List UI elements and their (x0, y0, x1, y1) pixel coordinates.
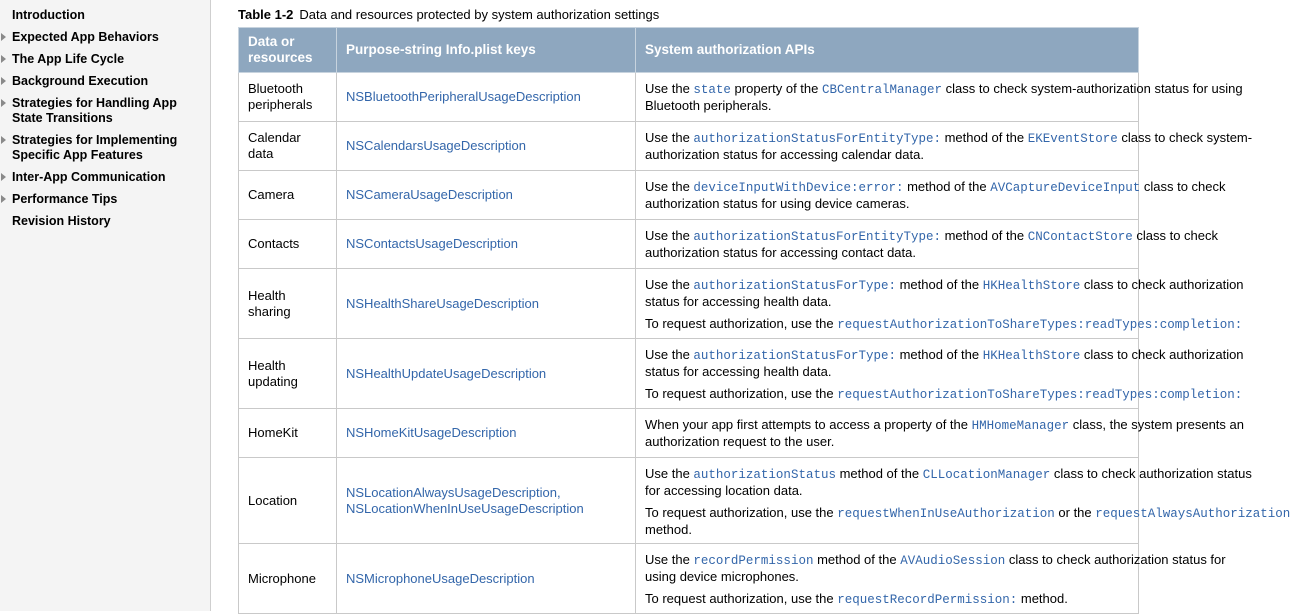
sidebar-item-label: Inter-App Communication (12, 170, 166, 184)
api-text: Bluetooth peripherals. (645, 98, 772, 113)
sidebar-item-label: Performance Tips (12, 192, 118, 206)
api-text: Use the (645, 552, 694, 567)
api-symbol-link[interactable]: requestAuthorizationToShareTypes:readTypes:completion: (837, 388, 1243, 402)
api-text: Use the (645, 228, 694, 243)
api-text: class to check system- (1117, 130, 1253, 145)
api-text: method. (645, 522, 692, 537)
api-text: class to check authorization (1080, 347, 1244, 362)
disclosure-triangle-icon[interactable] (1, 99, 6, 107)
api-description-line (645, 364, 1129, 380)
api-text: To request authorization, use the (645, 316, 838, 331)
api-description-cell (636, 122, 1253, 171)
api-text: Use the (645, 466, 694, 481)
api-text: class to check (1140, 179, 1226, 194)
api-text: Use the (645, 179, 694, 194)
sidebar-item-label: Introduction (12, 8, 85, 22)
api-symbol-link[interactable]: HMHomeManager (971, 419, 1070, 433)
header-apis: System authorization APIs (636, 28, 1139, 73)
api-symbol-link[interactable]: state (693, 83, 731, 97)
plist-key-link[interactable]: NSHomeKitUsageDescription (337, 409, 636, 458)
plist-key-link[interactable]: NSLocationAlwaysUsageDescription, NSLocationWhenInUseUsageDescription (337, 458, 636, 544)
api-text: method of the (940, 130, 1028, 145)
plist-key-link[interactable]: NSContactsUsageDescription (337, 220, 636, 269)
api-text: method of the (940, 228, 1028, 243)
api-text: method. (1017, 591, 1068, 606)
api-description-line (645, 417, 1244, 434)
api-description-line (645, 434, 1129, 450)
api-text: method of the (835, 466, 923, 481)
api-description-cell (636, 544, 1226, 614)
api-symbol-link[interactable]: authorizationStatus (693, 468, 836, 482)
api-description-line (645, 505, 1290, 522)
resource-cell: Bluetooth peripherals (239, 73, 337, 122)
disclosure-triangle-icon[interactable] (1, 136, 6, 144)
api-text: class, the system presents an (1069, 417, 1244, 432)
plist-key-link[interactable]: NSHealthShareUsageDescription (337, 269, 636, 339)
api-symbol-link[interactable]: HKHealthStore (982, 279, 1081, 293)
resource-cell: HomeKit (239, 409, 337, 458)
api-description-line (645, 147, 1129, 163)
api-description-line (645, 81, 1243, 98)
api-text: authorization status for accessing contact data. (645, 245, 916, 260)
header-resources: Data or resources (239, 28, 337, 73)
plist-key-link[interactable]: NSMicrophoneUsageDescription (337, 544, 636, 614)
disclosure-triangle-icon[interactable] (1, 173, 6, 181)
api-symbol-link[interactable]: deviceInputWithDevice:error: (693, 181, 904, 195)
api-text: Use the (645, 130, 694, 145)
plist-key-link[interactable]: NSHealthUpdateUsageDescription (337, 339, 636, 409)
api-text: property of the (730, 81, 822, 96)
api-symbol-link[interactable]: EKEventStore (1027, 132, 1118, 146)
api-text: status for accessing health data. (645, 364, 832, 379)
api-symbol-link[interactable]: requestWhenInUseAuthorization (837, 507, 1055, 521)
api-symbol-link[interactable]: AVAudioSession (900, 554, 1006, 568)
disclosure-triangle-icon[interactable] (1, 195, 6, 203)
api-text: or the (1054, 505, 1096, 520)
api-text: class to check (1132, 228, 1218, 243)
table-row (239, 269, 1139, 339)
api-symbol-link[interactable]: CNContactStore (1027, 230, 1133, 244)
table-row (239, 122, 1139, 171)
authorization-table (238, 27, 1290, 614)
sidebar-item-label: Strategies for Handling App State Transitions (12, 96, 177, 125)
api-description-line (645, 98, 1129, 114)
api-description-line (645, 466, 1252, 483)
resource-cell: Location (239, 458, 337, 544)
sidebar-item-label: Revision History (12, 214, 111, 228)
table-caption (238, 7, 659, 22)
api-description-line (645, 552, 1226, 569)
api-text: method of the (895, 347, 983, 362)
api-description-line (645, 591, 1129, 608)
api-text: class to check authorization (1080, 277, 1244, 292)
api-symbol-link[interactable]: requestRecordPermission: (837, 593, 1018, 607)
table-row (239, 458, 1139, 544)
api-description-cell (636, 409, 1244, 458)
api-description-line (645, 196, 1129, 212)
api-description-line (645, 130, 1253, 147)
resource-cell: Calendar data (239, 122, 337, 171)
api-description-line (645, 483, 1129, 499)
api-description-cell (636, 269, 1244, 339)
api-description-cell (636, 220, 1218, 269)
table-number: Table 1-2 (238, 7, 294, 22)
api-symbol-link[interactable]: recordPermission (693, 554, 814, 568)
api-description-line (645, 316, 1243, 333)
resource-cell: Health updating (239, 339, 337, 409)
api-symbol-link[interactable]: authorizationStatusForType: (693, 279, 896, 293)
api-text: When your app first attempts to access a property of the (645, 417, 972, 432)
plist-key-link[interactable]: NSCalendarsUsageDescription (337, 122, 636, 171)
api-symbol-link[interactable]: CBCentralManager (822, 83, 943, 97)
api-description-line (645, 277, 1244, 294)
disclosure-triangle-icon[interactable] (1, 55, 6, 63)
api-text: authorization request to the user. (645, 434, 835, 449)
sidebar-item-label: The App Life Cycle (12, 52, 125, 66)
plist-key-link[interactable]: NSBluetoothPeripheralUsageDescription (337, 73, 636, 122)
api-text: Use the (645, 277, 694, 292)
table-row (239, 339, 1139, 409)
api-symbol-link[interactable]: AVCaptureDeviceInput (990, 181, 1141, 195)
resource-cell: Contacts (239, 220, 337, 269)
api-description-line (645, 569, 1129, 585)
api-text: To request authorization, use the (645, 591, 838, 606)
table-title: Data and resources protected by system authorization settings (299, 7, 660, 22)
table-row (239, 220, 1139, 269)
api-description-cell (636, 339, 1244, 409)
sidebar-item-label: Background Execution (12, 74, 149, 88)
sidebar-item-label: Expected App Behaviors (12, 30, 159, 44)
api-description-cell (636, 458, 1290, 544)
main-content (212, 0, 1290, 611)
api-text: authorization status for accessing calendar data. (645, 147, 924, 162)
api-text: Use the (645, 347, 694, 362)
api-text: status for accessing health data. (645, 294, 832, 309)
api-symbol-link[interactable]: authorizationStatusForType: (693, 349, 896, 363)
api-text: method of the (813, 552, 901, 567)
api-description-line (645, 228, 1218, 245)
sidebar (0, 0, 211, 611)
api-text: method of the (903, 179, 991, 194)
api-description-line (645, 294, 1129, 310)
api-text: class to check authorization status (1050, 466, 1252, 481)
table-row (239, 544, 1139, 614)
api-description-cell (636, 73, 1243, 122)
api-symbol-link[interactable]: authorizationStatusForEntityType: (693, 132, 941, 146)
api-text: class to check authorization status for (1005, 552, 1226, 567)
api-description-line (645, 179, 1226, 196)
table-row (239, 73, 1139, 122)
disclosure-triangle-icon[interactable] (1, 77, 6, 85)
resource-cell: Health sharing (239, 269, 337, 339)
table-row (239, 409, 1139, 458)
api-symbol-link[interactable]: authorizationStatusForEntityType: (693, 230, 941, 244)
api-description-line (645, 347, 1244, 364)
plist-key-link[interactable]: NSCameraUsageDescription (337, 171, 636, 220)
api-text: Use the (645, 81, 694, 96)
api-text: To request authorization, use the (645, 386, 838, 401)
table-header-row (239, 28, 1139, 73)
resource-cell: Microphone (239, 544, 337, 614)
api-text: class to check system-authorization status for using (942, 81, 1243, 96)
api-text: authorization status for using device cameras. (645, 196, 910, 211)
api-text: for accessing location data. (645, 483, 803, 498)
resource-cell: Camera (239, 171, 337, 220)
api-symbol-link[interactable]: requestAuthorizationToShareTypes:readTypes:completion: (837, 318, 1243, 332)
api-text: method of the (895, 277, 983, 292)
api-symbol-link[interactable]: CLLocationManager (922, 468, 1051, 482)
api-description-cell (636, 171, 1226, 220)
api-text: To request authorization, use the (645, 505, 838, 520)
table-row (239, 171, 1139, 220)
api-description-line (645, 245, 1129, 261)
api-symbol-link[interactable]: requestAlwaysAuthorization (1095, 507, 1290, 521)
disclosure-triangle-icon[interactable] (1, 33, 6, 41)
api-description-line (645, 522, 1129, 538)
api-symbol-link[interactable]: HKHealthStore (982, 349, 1081, 363)
api-description-line (645, 386, 1243, 403)
api-text: using device microphones. (645, 569, 799, 584)
header-plist-keys: Purpose-string Info.plist keys (337, 28, 636, 73)
sidebar-item-label: Strategies for Implementing Specific App Features (12, 133, 178, 162)
